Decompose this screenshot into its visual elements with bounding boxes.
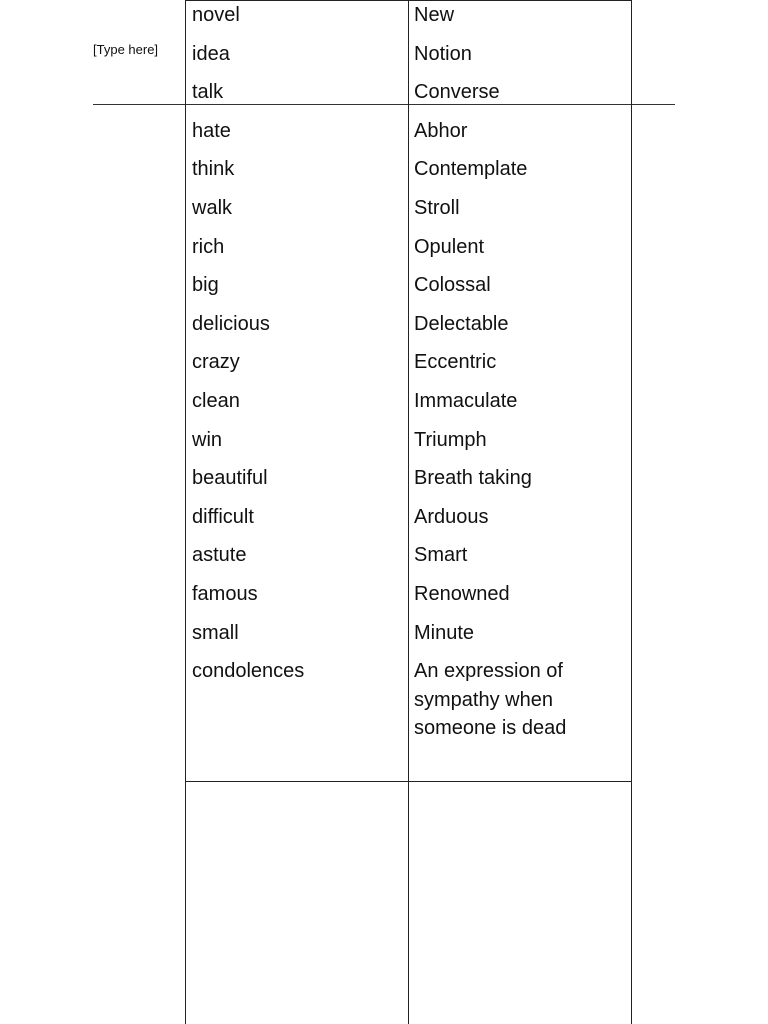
- synonym-cell[interactable]: An expression of sympathy when someone is dead: [414, 660, 567, 740]
- synonym-cell[interactable]: Eccentric: [414, 351, 497, 374]
- synonym-cell[interactable]: Minute: [414, 621, 475, 644]
- word-cell[interactable]: small: [192, 621, 239, 644]
- synonym-cell[interactable]: Opulent: [414, 235, 485, 258]
- synonym-cell[interactable]: Contemplate: [414, 158, 528, 181]
- synonym-cell[interactable]: Stroll: [414, 196, 460, 219]
- word-cell[interactable]: big: [192, 274, 219, 297]
- synonym-cell[interactable]: Breath taking: [414, 467, 532, 490]
- word-cell[interactable]: rich: [192, 235, 225, 258]
- word-cell[interactable]: crazy: [192, 351, 240, 374]
- table-row: [186, 347, 631, 386]
- table-row-divider: [185, 781, 632, 782]
- word-cell[interactable]: think: [192, 158, 235, 181]
- word-cell[interactable]: delicious: [192, 312, 270, 335]
- header-placeholder[interactable]: [Type here]: [93, 42, 159, 57]
- word-cell[interactable]: astute: [192, 544, 247, 567]
- word-cell[interactable]: beautiful: [192, 467, 268, 490]
- vocabulary-table: [186, 0, 631, 766]
- table-row: [186, 270, 631, 309]
- word-cell[interactable]: talk: [192, 81, 224, 104]
- word-cell[interactable]: idea: [192, 42, 230, 65]
- word-cell[interactable]: famous: [192, 582, 258, 605]
- table-row: [186, 502, 631, 541]
- word-cell[interactable]: walk: [192, 196, 233, 219]
- word-cell[interactable]: condolences: [192, 660, 305, 683]
- synonym-cell[interactable]: Abhor: [414, 119, 468, 142]
- synonym-cell[interactable]: Colossal: [414, 274, 491, 297]
- word-cell[interactable]: novel: [192, 4, 240, 26]
- synonym-cell[interactable]: Delectable: [414, 312, 509, 335]
- synonym-cell[interactable]: Notion: [414, 42, 472, 65]
- table-row: [186, 309, 631, 348]
- word-cell[interactable]: clean: [192, 389, 240, 412]
- table-row: [186, 116, 631, 155]
- synonym-cell[interactable]: Triumph: [414, 428, 487, 451]
- table-row: [186, 193, 631, 232]
- table-row: [186, 579, 631, 618]
- word-cell[interactable]: hate: [192, 119, 231, 142]
- synonym-cell[interactable]: Converse: [414, 81, 500, 104]
- word-cell[interactable]: difficult: [192, 505, 254, 528]
- table-row: [186, 463, 631, 502]
- table-row: [186, 425, 631, 464]
- table-row: [186, 656, 631, 766]
- synonym-cell[interactable]: Immaculate: [414, 389, 518, 412]
- table-row: [186, 39, 631, 78]
- word-cell[interactable]: win: [192, 428, 223, 451]
- table-row: [186, 232, 631, 271]
- synonym-cell[interactable]: Smart: [414, 544, 468, 567]
- synonym-cell[interactable]: Arduous: [414, 505, 489, 528]
- table-row: [186, 386, 631, 425]
- table-row: [186, 618, 631, 657]
- table-row: [186, 154, 631, 193]
- synonym-cell[interactable]: Renowned: [414, 582, 510, 605]
- table-row: [186, 540, 631, 579]
- synonym-cell[interactable]: New: [414, 4, 455, 26]
- table-row: [186, 77, 631, 116]
- table-row: [186, 0, 631, 39]
- table-border-right: [631, 0, 632, 1024]
